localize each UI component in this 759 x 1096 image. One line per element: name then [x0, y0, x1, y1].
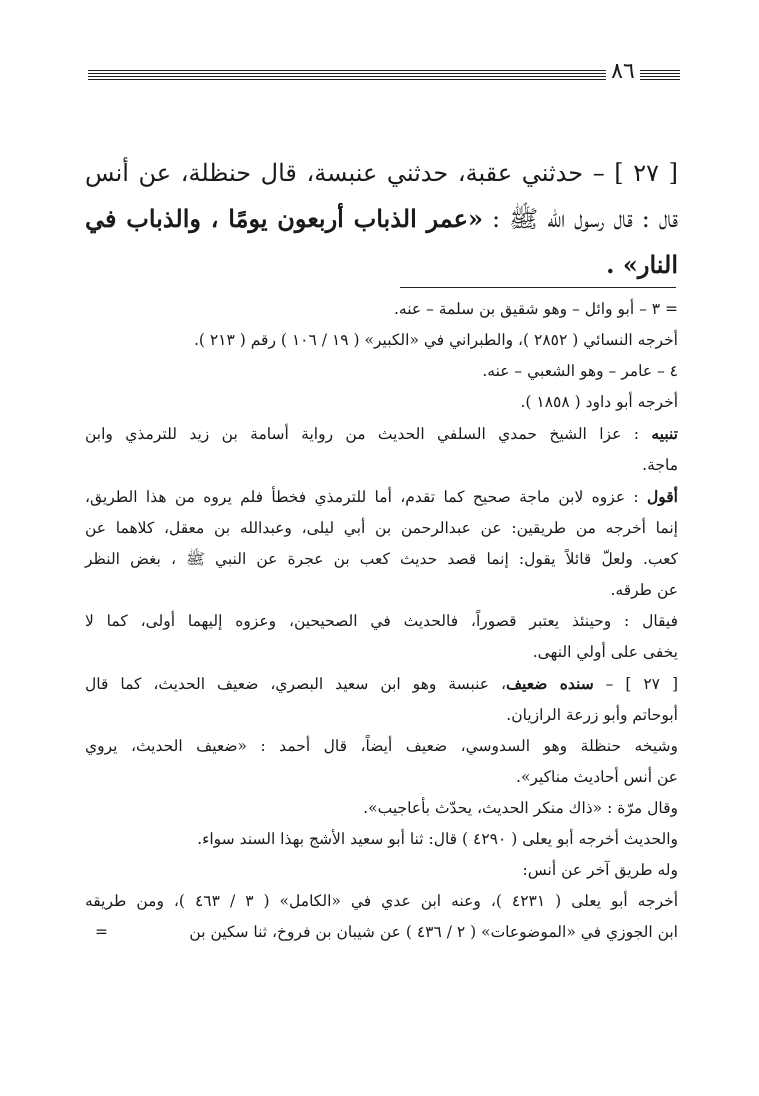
footnote-line: أخرجه أبو داود ( ١٨٥٨ ).	[520, 393, 678, 411]
footnote-line: ماجة.	[642, 456, 678, 474]
footnote-line: والحديث أخرجه أبو يعلى ( ٤٢٩٠ ) قال: ثنا أبو سعيد الأشج بهذا السند سواء.	[197, 830, 678, 848]
page-number: ٨٦	[611, 59, 635, 84]
footnote-line: أبوحاتم وأبو زرعة الرازيان.	[506, 706, 678, 724]
footnote-line: فيقال : وحينئذ يعتبر قصوراً، فالحديث في الصحيحين، وعزوه إليهما أولى، كما لا	[85, 612, 678, 630]
hadith-text	[85, 150, 678, 288]
footnote-separator	[400, 287, 676, 288]
footnote-line: ابن الجوزي في «الموضوعات» ( ٢ / ٤٣٦ ) عن شيبان بن فروخ، ثنا سكين بن =	[85, 917, 678, 948]
footnote-line: إنما أخرجه من طريقين: عن عبدالرحمن بن أبي ليلى، وعبدالله بن معقل، كلاهما عن	[85, 519, 678, 537]
footnote-line: وله طريق آخر عن أنس:	[522, 861, 678, 879]
footnotes	[85, 294, 678, 948]
footnote-line: وقال مرّة : «ذاك منكر الحديث، يحدّث بأعاجيب».	[363, 799, 678, 817]
footnote-line: أقول : عزوه لابن ماجة صحيح كما تقدم، أما للترمذي فخطأ فلم يروه من هذا الطريق،	[85, 487, 678, 506]
footnote-line: وشيخه حنظلة وهو السدوسي، ضعيف أيضاً، قال أحمد : «ضعيف الحديث، يروي	[85, 737, 678, 755]
footnote-line: يخفى على أولي النهى.	[532, 643, 678, 661]
hadith-line-1: [ ٢٧ ] – حدثني عقبة، حدثني عنبسة، قال حنظلة، عن أنس	[85, 159, 678, 187]
footnote-line: أخرجه أبو يعلى ( ٤٢٣١ )، وعنه ابن عدي في «الكامل» ( ٣ / ٤٦٣ )، ومن طريقه	[85, 892, 679, 910]
continuation-marker: =	[95, 923, 108, 941]
footnote-line: عن أنس أحاديث مناكير».	[516, 768, 678, 786]
header-rule-short	[640, 70, 680, 82]
header-rule	[88, 70, 606, 82]
footnote-line: [ ٢٧ ] – سنده ضعيف، عنبسة وهو ابن سعيد البصري، ضعيف الحديث، كما قال	[85, 674, 678, 693]
footnote-line: = ٣ – أبو وائل – وهو شقيق بن سلمة – عنه.	[393, 300, 678, 318]
footnote-line: ٤ – عامر – وهو الشعبي – عنه.	[482, 362, 678, 380]
footnote-line: أخرجه النسائي ( ٢٨٥٢ )، والطبراني في «الكبير» ( ١٩ / ١٠٦ ) رقم ( ٢١٣ ).	[193, 331, 678, 349]
footnote-line: كعب. ولعلّ قائلاً يقول: إنما قصد حديث كعب بن عجرة عن النبي ﷺ ، بغض النظر	[85, 550, 678, 568]
hadith-line-2: قال : قال رسول الله ﷺ : «عمر الذباب أربعون يومًا ، والذباب في	[85, 204, 678, 233]
hadith-line-3: النار» .	[606, 250, 678, 279]
footnote-line: تنبيه : عزا الشيخ حمدي السلفي الحديث من رواية أسامة بن زيد للترمذي وابن	[85, 424, 678, 443]
footnote-line: عن طرقه.	[610, 581, 678, 599]
